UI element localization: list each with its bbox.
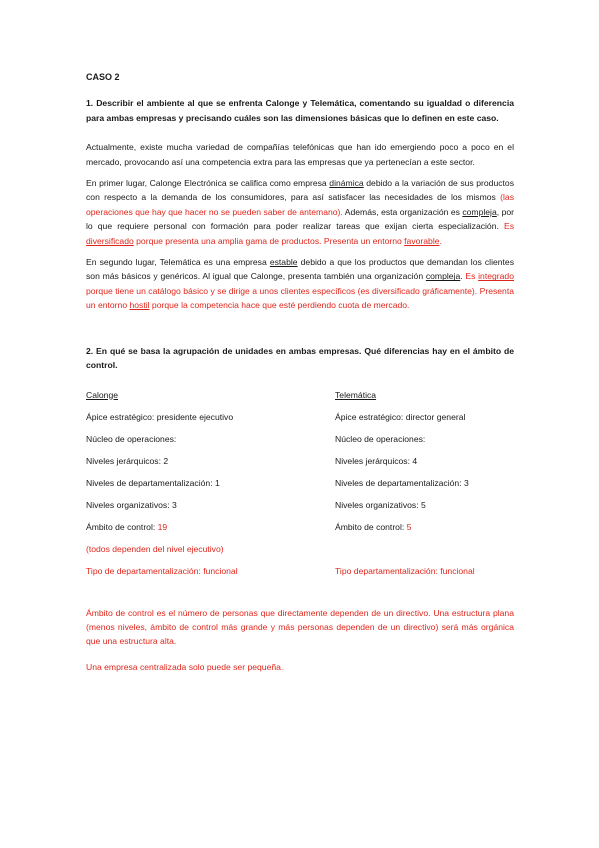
note-centralizada: Una empresa centralizada solo puede ser pequeña. xyxy=(86,661,284,672)
calonge-column xyxy=(86,388,306,586)
document-page xyxy=(86,70,514,685)
term-compleja-2: compleja xyxy=(425,271,461,282)
term-diversificado: diversificado xyxy=(86,235,134,246)
calonge-tipo: Tipo de departamentalización: funcional xyxy=(86,565,238,576)
telematica-jerarquicos: Niveles jerárquicos: 4 xyxy=(335,455,418,466)
calonge-organizativos: Niveles organizativos: 3 xyxy=(86,499,177,510)
telematica-ambito: Ámbito de control: 5 xyxy=(335,521,412,532)
calonge-jerarquicos: Niveles jerárquicos: 2 xyxy=(86,455,169,466)
telematica-ambito-value: 5 xyxy=(406,521,412,532)
telematica-nucleo: Núcleo de operaciones: xyxy=(335,433,426,444)
calonge-ambito-value: 19 xyxy=(157,521,168,532)
paragraph-intro: Actualmente, existe mucha variedad de compañías telefónicas que han ido emergiendo poco a poco en el mercado, provocando así una competencia extra para las empresas que ya pertenecían a este sector. xyxy=(86,142,514,167)
calonge-ambito: Ámbito de control: 19 xyxy=(86,521,168,532)
paragraph-calonge: En primer lugar, Calonge Electrónica se califica como empresa dinámica debido a la variación de sus productos con respecto a la demanda de los consumidores, para así satisfacer las necesidades de los mismos (las operaciones que hay que hacer no se pueden saber de antemano). Además, esta organización es compleja, por lo que requiere personal con formación para poder realizar tareas que exijan cierta especialización. Es diversificado porque presenta una amplia gama de productos. Presenta un entorno favorable. xyxy=(86,178,514,246)
telematica-tipo: Tipo departamentalización: funcional xyxy=(335,565,475,576)
term-hostil: hostil xyxy=(129,300,150,311)
telematica-organizativos: Niveles organizativos: 5 xyxy=(335,499,426,510)
paragraph-telematica: En segundo lugar, Telemática es una empresa estable debido a que los productos que demandan los clientes son más básicos y genéricos. Al igual que Calonge, presenta también una organización compleja. Es integrado porque tiene un catálogo básico y se dirige a unos clientes específicos (es diversificado gráficamente). Presenta un entorno hostil porque la competencia hace que esté perdiendo cuota de mercado. xyxy=(86,257,515,311)
notes-section xyxy=(86,606,514,675)
term-dinamica: dinámica xyxy=(329,178,364,189)
telematica-apice: Ápice estratégico: director general xyxy=(335,411,466,422)
term-estable: estable xyxy=(269,257,298,268)
calonge-heading: Calonge xyxy=(86,389,119,400)
calonge-departamentalizacion: Niveles de departamentalización: 1 xyxy=(86,477,220,488)
telematica-departamentalizacion: Niveles de departamentalización: 3 xyxy=(335,477,469,488)
term-integrado: integrado xyxy=(478,271,514,282)
case-title: CASO 2 xyxy=(86,72,120,82)
term-favorable: favorable xyxy=(404,235,440,246)
calonge-nota: (todos dependen del nivel ejecutivo) xyxy=(86,543,224,554)
question-2: 2. En qué se basa la agrupación de unidades en ambas empresas. Qué diferencias hay en el ámbito de control. xyxy=(86,345,514,371)
comparison-columns xyxy=(86,388,514,588)
calonge-nucleo: Núcleo de operaciones: xyxy=(86,433,177,444)
term-compleja: compleja xyxy=(462,206,497,217)
telematica-heading: Telemática xyxy=(335,389,377,400)
note-ambito-definition: Ámbito de control es el número de personas que directamente dependen de un directivo. Una estructura plana (menos niveles, ámbito de control más grande y más personas dependen de un directivo) será más orgánica que una estructura alta. xyxy=(86,607,514,647)
question-1: 1. Describir el ambiente al que se enfrenta Calonge y Telemática, comentando su igualdad o diferencia para ambas empresas y precisando cuáles son las dimensiones básicas que lo definen en este caso. xyxy=(86,98,514,123)
telematica-column xyxy=(335,388,555,586)
note-antemano: (las operaciones que hay que hacer no se pueden saber de antemano). xyxy=(86,192,514,217)
calonge-apice: Ápice estratégico: presidente ejecutivo xyxy=(86,411,234,422)
